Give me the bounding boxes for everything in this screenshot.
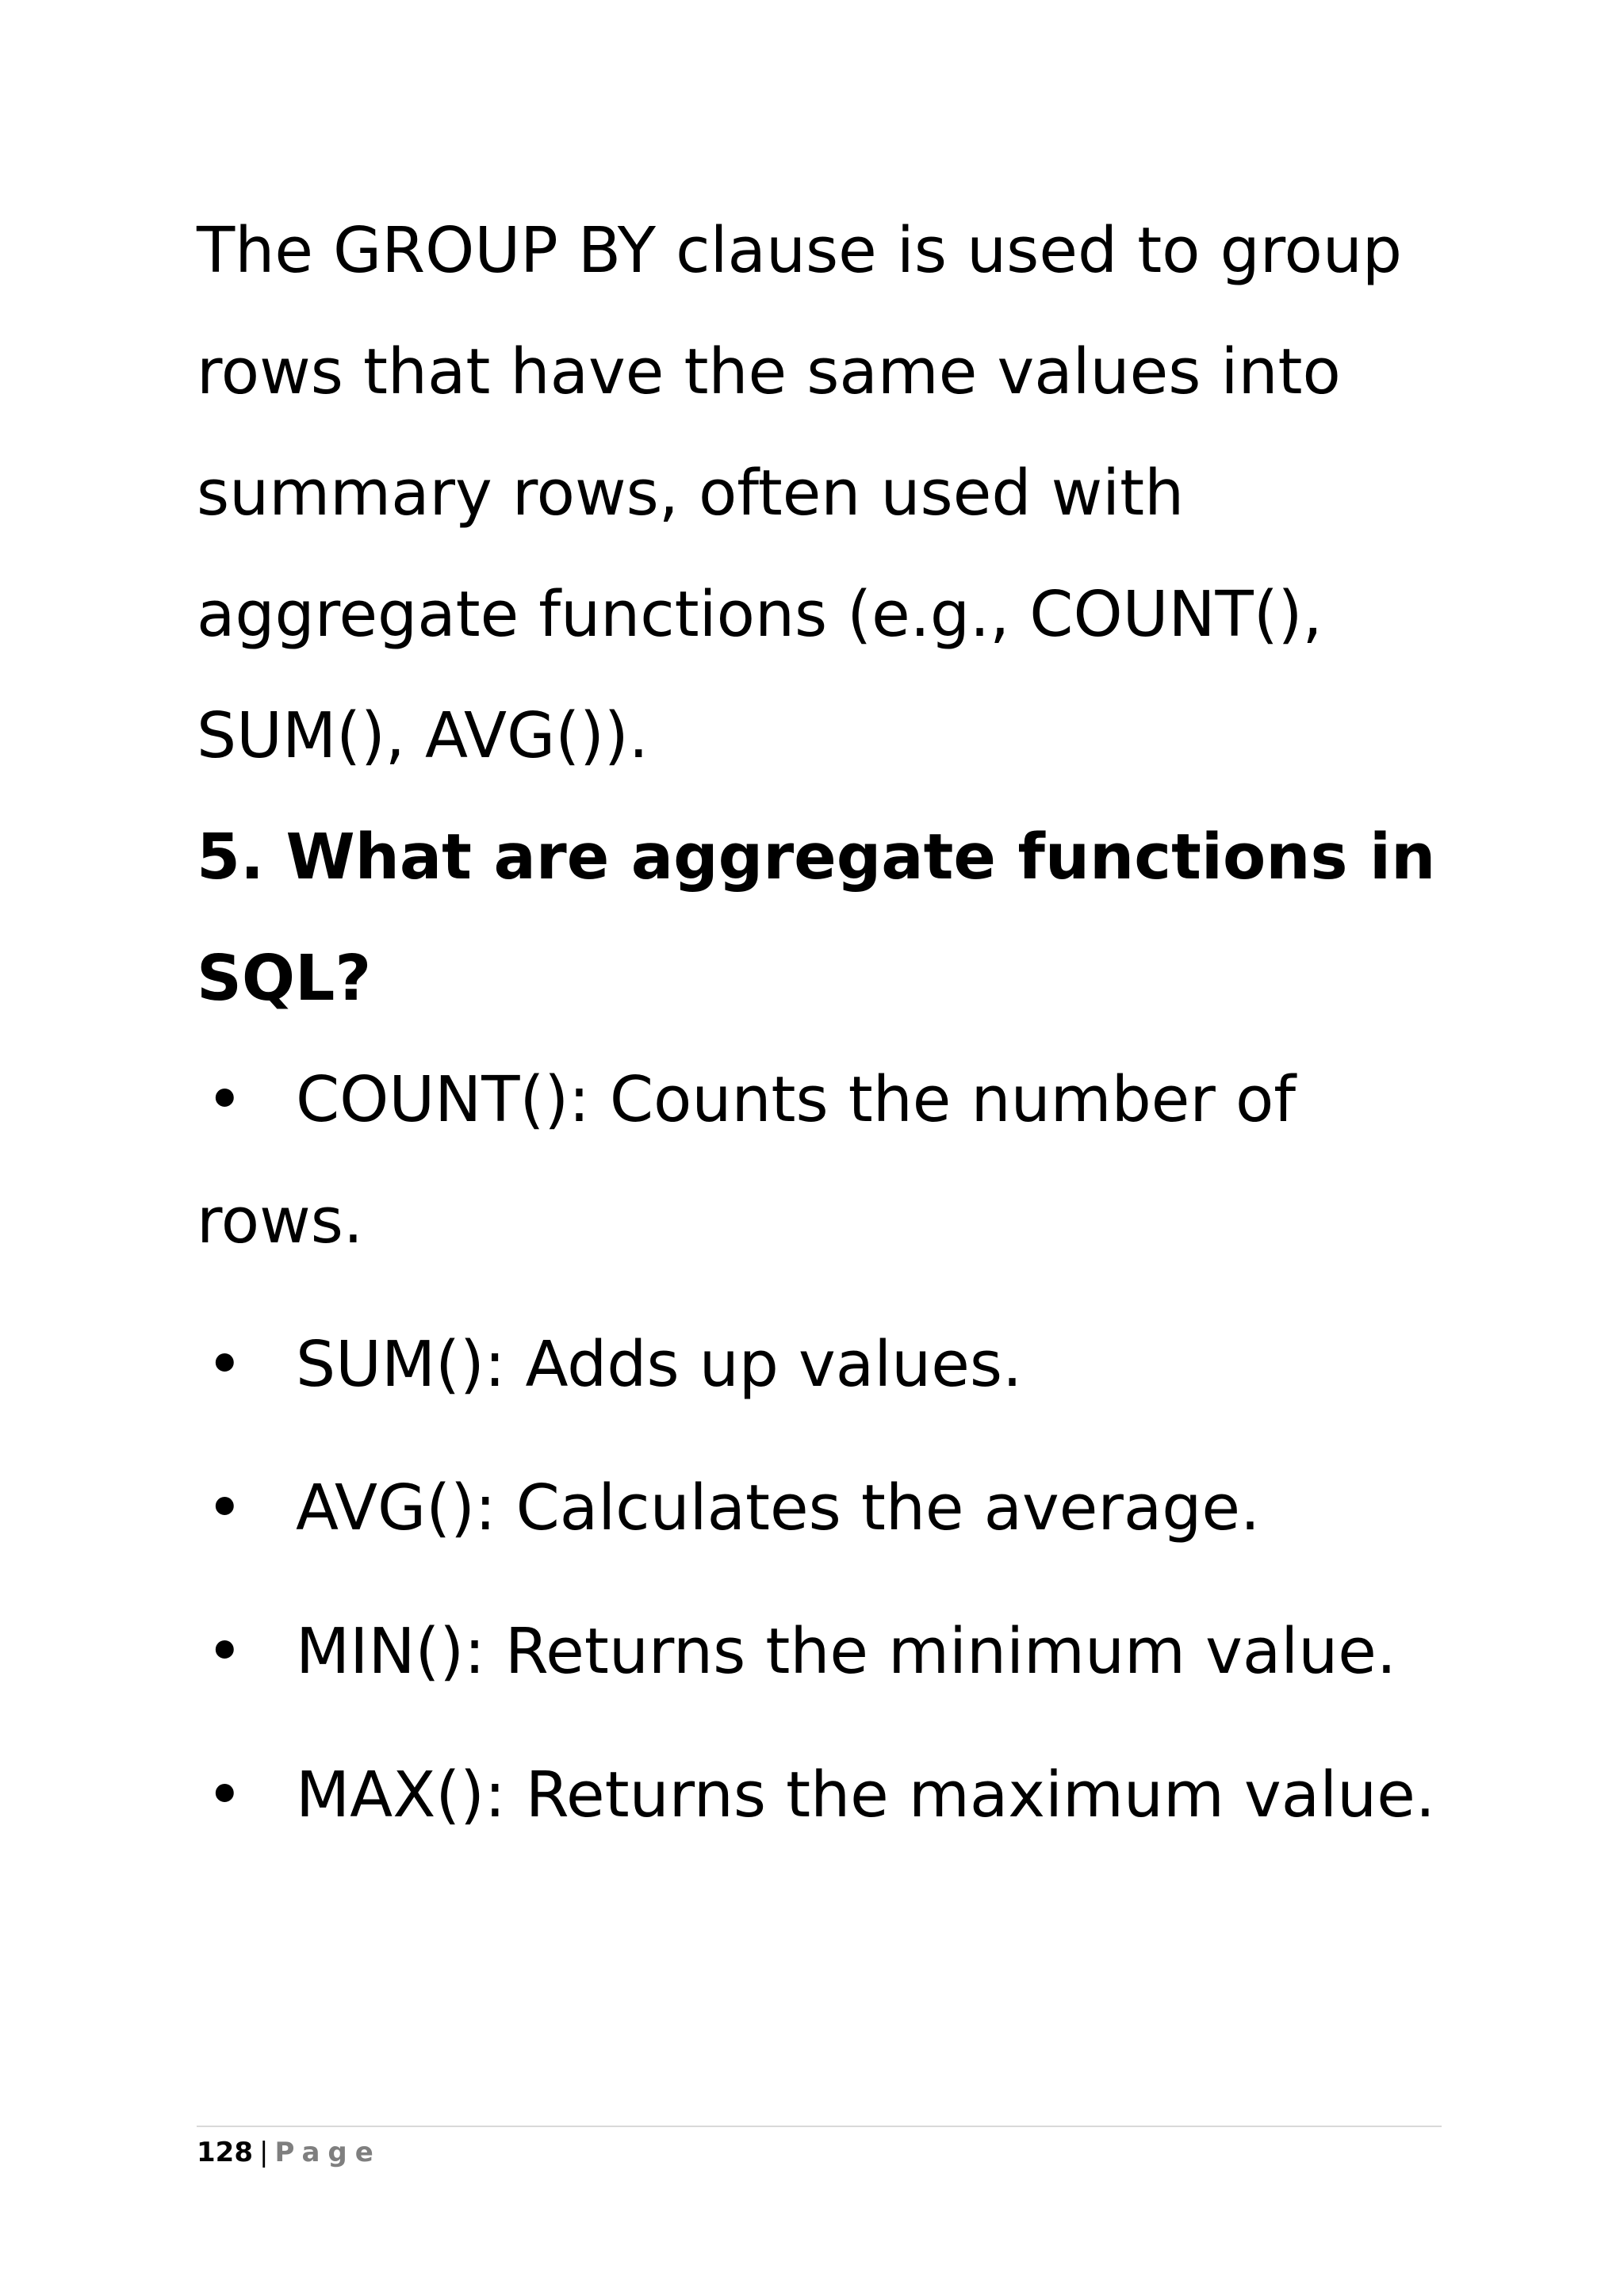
intro-line: SUM(), AVG()). <box>197 699 649 772</box>
intro-line: rows that have the same values into <box>197 335 1341 408</box>
heading-line: 5. What are aggregate functions in <box>197 821 1436 894</box>
question-heading <box>197 797 1481 1039</box>
list-item-min <box>197 1591 1481 1712</box>
list-item-text: AVG(): Calculates the average. <box>296 1471 1261 1544</box>
page-content <box>197 190 1481 1856</box>
page-footer <box>197 2135 381 2170</box>
intro-paragraph <box>197 190 1481 797</box>
list-item-text: COUNT(): Counts the number of <box>296 1063 1297 1136</box>
page-number: 128 <box>197 2137 253 2168</box>
list-item-text-continued: rows. <box>197 1184 363 1257</box>
footer-divider <box>197 2126 1442 2127</box>
list-item-text: SUM(): Adds up values. <box>296 1328 1023 1401</box>
bullet-glyph: • <box>206 1328 243 1401</box>
list-item-text: MIN(): Returns the minimum value. <box>296 1615 1397 1688</box>
intro-line: The GROUP BY clause is used to group <box>197 214 1403 287</box>
list-item-sum <box>197 1304 1481 1425</box>
bullet-glyph: • <box>206 1615 243 1688</box>
heading-line: SQL? <box>197 942 372 1015</box>
bullet-glyph: • <box>206 1063 243 1136</box>
footer-separator: | <box>259 2137 269 2168</box>
aggregate-function-list <box>197 1039 1481 1856</box>
list-item-max <box>197 1735 1481 1856</box>
list-item-avg <box>197 1448 1481 1569</box>
bullet-glyph: • <box>206 1758 243 1831</box>
bullet-glyph: • <box>206 1471 243 1544</box>
list-item-count <box>197 1039 1481 1282</box>
intro-line: aggregate functions (e.g., COUNT(), <box>197 578 1323 651</box>
intro-line: summary rows, often used with <box>197 457 1185 530</box>
page-label: Page <box>274 2137 381 2168</box>
list-item-text: MAX(): Returns the maximum value. <box>296 1758 1435 1831</box>
